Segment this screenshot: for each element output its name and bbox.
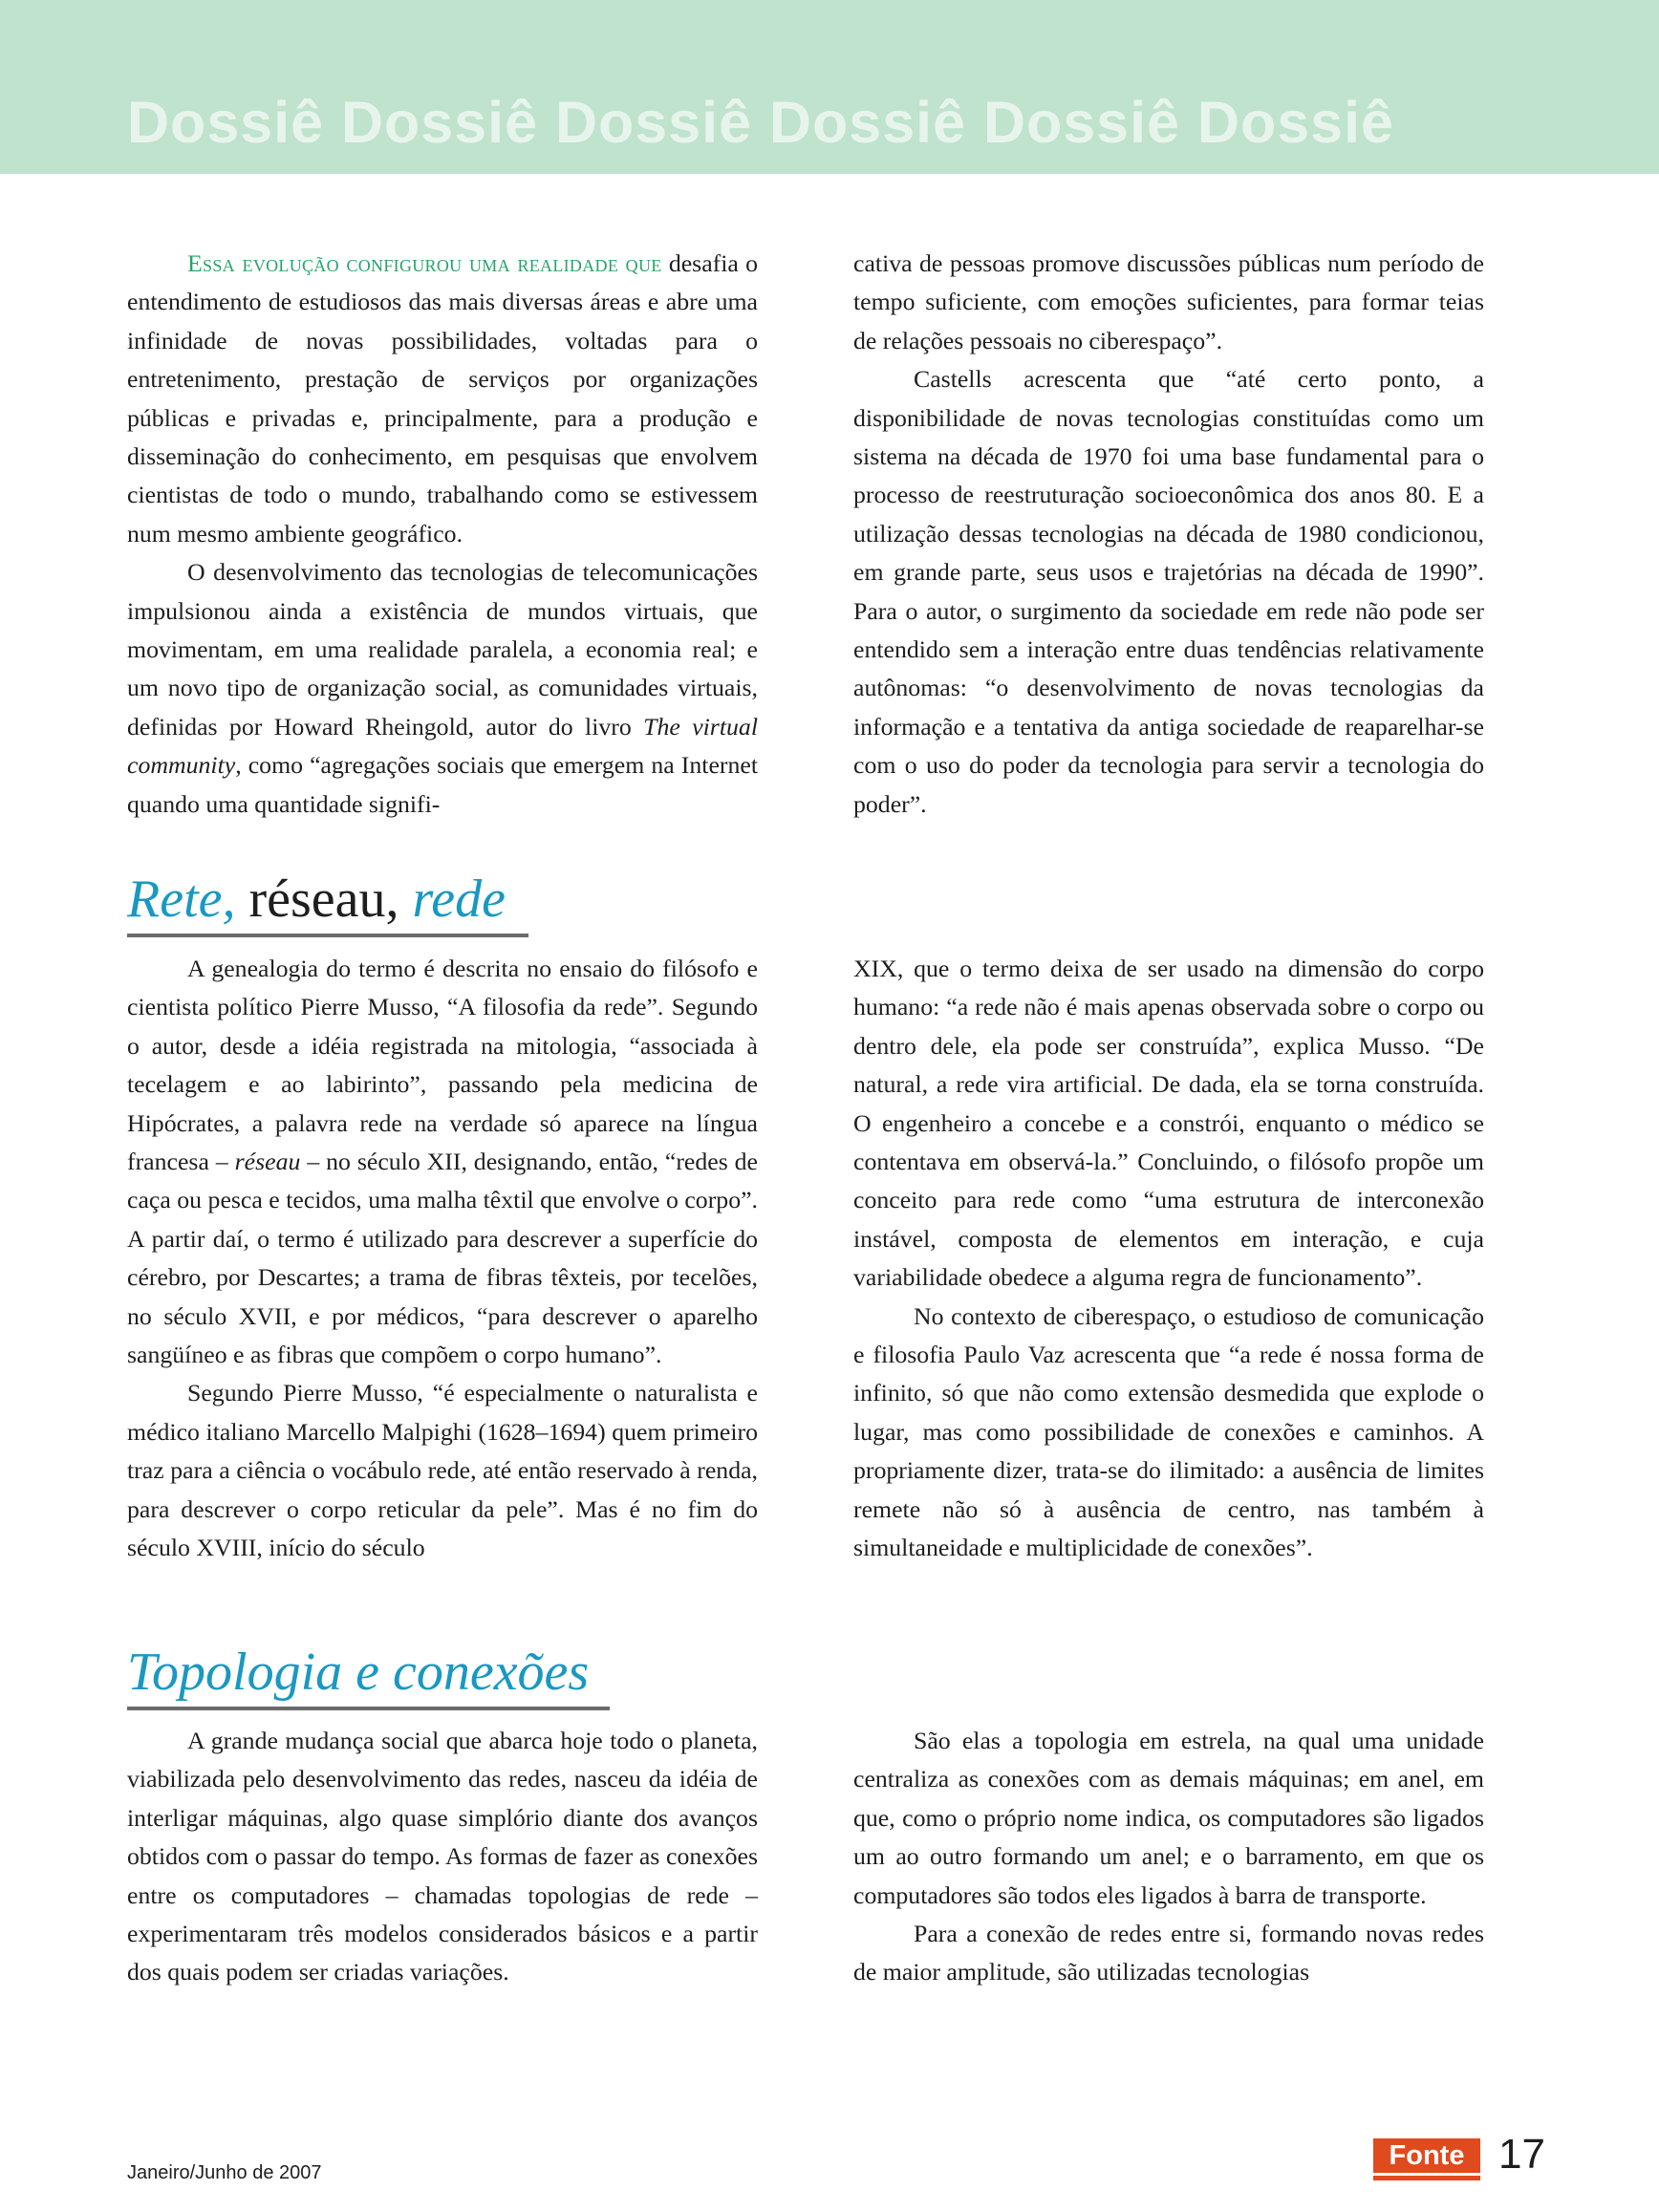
section2-left-paragraph-1: A grande mudança social que abarca hoje todo o planeta, viabilizada pelo desenvolvimento das redes, nasceu da idéia de interligar máquinas, algo quase simplório diante dos avanços obtidos com o passar do tempo. As formas de fazer as conexões entre os computadores – chamadas topologias de rede – experimentaram três modelos considerados básicos e a partir dos quais podem ser criadas variações. (127, 1727, 758, 1987)
intro-left-paragraph-1: Essa evolução configurou uma realidade que desafia o entendimento de estudiosos das mais diversas áreas e abre uma infinidade de novas possibilidades, voltadas para o entretenimento, prestação de serviços por organizações públicas e privadas e, principalmente, para a produção e disseminação do conhecimento, em pesquisas que envolvem cientistas de todo o mundo, trabalhando como se estivessem num mesmo ambiente geográfico. (127, 249, 758, 548)
logo-underline (1373, 2176, 1480, 2180)
section-heading-rede: Rete, réseau, rede (127, 870, 506, 929)
dossie-banner (0, 0, 1659, 174)
banner-title: Dossiê Dossiê Dossiê Dossiê Dossiê Dossiê (127, 90, 1394, 155)
section1-right-paragraph-1: XIX, que o termo deixa de ser usado na dimensão do corpo humano: “a rede não é mais apenas observada sobre o corpo ou dentro dele, ela pode ser construída”, explica Musso. “De natural, a rede vira artificial. De dada, ela se torna construída. O engenheiro a concebe e a constrói, enquanto o médico se contentava em observá-la.” Concluindo, o filósofo propõe um conceito para rede como “uma estrutura de interconexão instável, composta de elementos em interação, e cuja variabilidade obedece a alguma regra de funcionamento”. (853, 955, 1484, 1292)
section1-right-paragraph-2: No contexto de ciberespaço, o estudioso de comunicação e filosofia Paulo Vaz acrescenta que “a rede é nossa forma de infinito, só que não como extensão desmedida que explode o lugar, mas como possibilidade de conexões e caminhos. A propriamente dizer, trata-se do ilimitado: a ausência de limites remete não só à ausência de centro, nas também à simultaneidade e multiplicidade de conexões”. (853, 1301, 1484, 1562)
fonte-logo: Fonte (1373, 2138, 1480, 2173)
section2-right-paragraph-1: São elas a topologia em estrela, na qual uma unidade centraliza as conexões com as demais máquinas; em anel, em que, como o próprio nome indica, os computadores são ligados um ao outro formando um anel; e o barramento, em que os computadores são todos eles ligados à barra de transporte. (853, 1727, 1484, 1909)
section1-left-paragraph-1: A genealogia do termo é descrita no ensaio do filósofo e cientista político Pierre Musso, “A filosofia da rede”. Segundo o autor, desde a idéia registrada na mitologia, “associada à tecelagem e ao labirinto”, passando pela medicina de Hipócrates, a palavra rede na verdade só aparece na língua francesa – réseau – no século XII, designando, então, “redes de caça ou pesca e tecidos, uma malha têxtil que envolve o corpo”. A partir daí, o termo é utilizado para descrever a superfície do cérebro, por Descartes; a trama de fibras têxteis, por tecelões, no século XVII, e por médicos, “para descrever o aparelho sangüíneo e as fibras que compõem o corpo humano”. (127, 955, 759, 1369)
intro-left-column (127, 245, 758, 824)
section1-right-column (853, 950, 1484, 1568)
issue-date: Janeiro/Junho de 2007 (127, 2162, 322, 2183)
section2-left-column (127, 1722, 758, 1992)
section2-right-paragraph-2: Para a conexão de redes entre si, formando novas redes de maior amplitude, são utilizadas tecnologias (853, 1920, 1484, 1987)
lead-in: Essa evolução configurou uma realidade que (187, 249, 662, 277)
section1-left-column (127, 950, 758, 1568)
heading-rule (127, 1707, 610, 1710)
section-heading-topologia: Topologia e conexões (127, 1643, 590, 1702)
section1-left-paragraph-2: Segundo Pierre Musso, “é especialmente o naturalista e médico italiano Marcello Malpighi (1628–1694) quem primeiro traz para a ciência o vocábulo rede, até então reservado à renda, para descrever o corpo reticular da pele”. Mas é no fim do século XVIII, início do século (127, 1379, 758, 1562)
intro-right-paragraph-2: Castells acrescenta que “até certo ponto, a disponibilidade de novas tecnologias constituídas como um sistema na década de 1970 foi uma base fundamental para o processo de reestruturação socioeconômica dos anos 80. E a utilização dessas tecnologias na década de 1980 condicionou, em grande parte, seus usos e trajetórias na década de 1990”. Para o autor, o surgimento da sociedade em rede não pode ser entendido sem a interação entre duas tendências relativamente autônomas: “o desenvolvimento de novas tecnologias da informação e a tentativa da antiga sociedade de reaparelhar-se com o uso do poder da tecnologia para servir a tecnologia do poder”. (853, 365, 1484, 818)
intro-right-paragraph-1: cativa de pessoas promove discussões públicas num período de tempo suficiente, com emoções suficientes, para formar teias de relações pessoais no ciberespaço”. (853, 249, 1484, 354)
heading-rule (127, 934, 528, 937)
section2-right-column (853, 1722, 1484, 1992)
page-number: 17 (1498, 2131, 1545, 2178)
intro-right-column (853, 245, 1484, 824)
book-title: The virtual community (127, 712, 758, 780)
intro-left-paragraph-2: O desenvolvimento das tecnologias de telecomunicações impulsionou ainda a existência de mundos virtuais, que movimentam, em uma realidade paralela, a economia real; e um novo tipo de organização social, as comunidades virtuais, definidas por Howard Rheingold, autor do livro The virtual community, como “agregações sociais que emergem na Internet quando uma quantidade signifi- (127, 558, 758, 818)
